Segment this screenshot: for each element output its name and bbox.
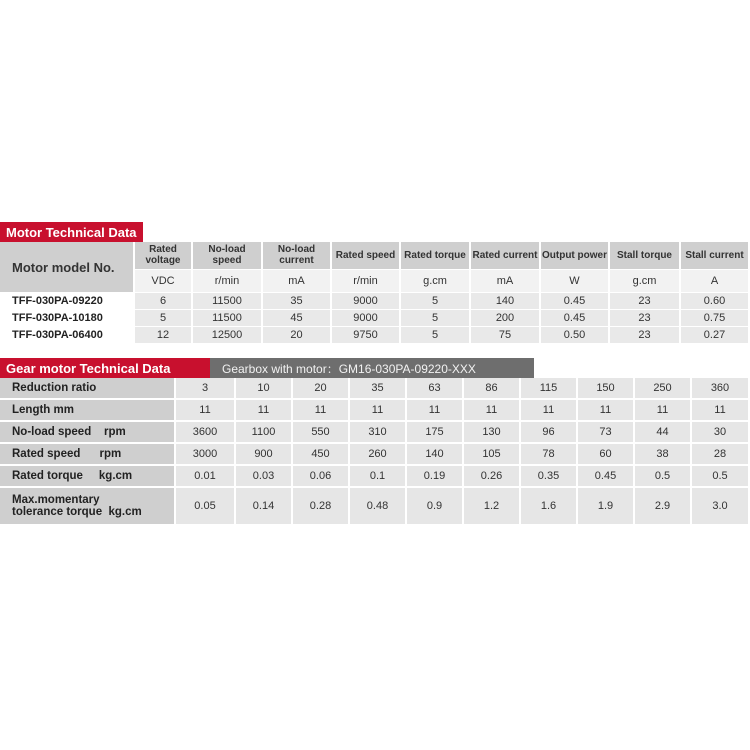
motor-value-cell: 11500 — [193, 309, 263, 326]
motor-col-header: Rated voltage — [135, 242, 193, 269]
gear-value-cell: 900 — [236, 444, 293, 466]
gear-value-cell: 11 — [407, 400, 464, 422]
gear-value-cell: 0.03 — [236, 466, 293, 488]
motor-value-cell: 0.60 — [681, 292, 750, 309]
motor-header-row — [0, 242, 750, 269]
gear-value-cell: 20 — [293, 378, 350, 400]
motor-technical-table — [0, 242, 750, 343]
motor-section-banner — [0, 222, 143, 242]
motor-value-cell: 12500 — [193, 326, 263, 343]
motor-unit-cell: mA — [471, 269, 541, 292]
motor-value-cell: 5 — [135, 309, 193, 326]
motor-data-row — [0, 292, 750, 309]
gear-value-cell: 3 — [176, 378, 236, 400]
gear-value-cell: 250 — [635, 378, 692, 400]
gear-technical-table — [0, 378, 750, 526]
gear-value-cell: 1100 — [236, 422, 293, 444]
gear-value-cell: 0.05 — [176, 488, 236, 526]
motor-col-header: Rated torque — [401, 242, 471, 269]
gear-value-cell: 1.6 — [521, 488, 578, 526]
gear-value-cell: 28 — [692, 444, 750, 466]
motor-value-cell: 0.45 — [541, 309, 610, 326]
gear-value-cell: 96 — [521, 422, 578, 444]
motor-value-cell: 9000 — [332, 309, 401, 326]
gear-row-no-load-speed — [0, 422, 750, 444]
gear-row-label: Rated torque kg.cm — [0, 466, 176, 488]
gear-value-cell: 11 — [236, 400, 293, 422]
gear-value-cell: 0.35 — [521, 466, 578, 488]
gear-value-cell: 360 — [692, 378, 750, 400]
gear-value-cell: 3000 — [176, 444, 236, 466]
gear-row-length — [0, 400, 750, 422]
motor-value-cell: 35 — [263, 292, 332, 309]
motor-col-header: Stall current — [681, 242, 750, 269]
motor-banner-title: Motor Technical Data — [0, 222, 143, 242]
gear-value-cell: 0.06 — [293, 466, 350, 488]
gear-value-cell: 0.28 — [293, 488, 350, 526]
gear-value-cell: 11 — [293, 400, 350, 422]
gear-value-cell: 1.9 — [578, 488, 635, 526]
gearbox-note: Gearbox with motor：GM16-030PA-09220-XXX — [210, 358, 534, 378]
motor-unit-cell: VDC — [135, 269, 193, 292]
gear-value-cell: 0.1 — [350, 466, 407, 488]
motor-value-cell: 75 — [471, 326, 541, 343]
gear-value-cell: 140 — [407, 444, 464, 466]
motor-unit-cell: r/min — [193, 269, 263, 292]
gear-value-cell: 310 — [350, 422, 407, 444]
motor-unit-cell: A — [681, 269, 750, 292]
gear-value-cell: 0.9 — [407, 488, 464, 526]
gear-row-label — [0, 488, 176, 526]
motor-col-header: Output power — [541, 242, 610, 269]
gear-value-cell: 63 — [407, 378, 464, 400]
gear-value-cell: 115 — [521, 378, 578, 400]
motor-value-cell: 20 — [263, 326, 332, 343]
motor-value-cell: 140 — [471, 292, 541, 309]
gear-value-cell: 260 — [350, 444, 407, 466]
gear-row-label: Rated speed rpm — [0, 444, 176, 466]
motor-value-cell: 0.50 — [541, 326, 610, 343]
gear-value-cell: 0.14 — [236, 488, 293, 526]
gear-value-cell: 11 — [521, 400, 578, 422]
gear-value-cell: 11 — [176, 400, 236, 422]
gear-value-cell: 2.9 — [635, 488, 692, 526]
gear-value-cell: 175 — [407, 422, 464, 444]
motor-col-header: No-load current — [263, 242, 332, 269]
motor-value-cell: 0.27 — [681, 326, 750, 343]
motor-unit-cell: W — [541, 269, 610, 292]
motor-value-cell: 45 — [263, 309, 332, 326]
motor-value-cell: 11500 — [193, 292, 263, 309]
gear-value-cell: 35 — [350, 378, 407, 400]
motor-value-cell: 5 — [401, 292, 471, 309]
motor-unit-cell: r/min — [332, 269, 401, 292]
gear-value-cell: 86 — [464, 378, 521, 400]
gear-row-label: No-load speed rpm — [0, 422, 176, 444]
gear-row-label: Length mm — [0, 400, 176, 422]
gear-row-label: Reduction ratio — [0, 378, 176, 400]
motor-value-cell: 9000 — [332, 292, 401, 309]
motor-col-header: Rated speed — [332, 242, 401, 269]
gear-value-cell: 10 — [236, 378, 293, 400]
motor-data-row — [0, 309, 750, 326]
motor-col-header: Rated current — [471, 242, 541, 269]
motor-unit-cell: g.cm — [401, 269, 471, 292]
gear-value-cell: 44 — [635, 422, 692, 444]
gear-value-cell: 0.5 — [692, 466, 750, 488]
gear-value-cell: 450 — [293, 444, 350, 466]
motor-value-cell: 9750 — [332, 326, 401, 343]
motor-unit-cell: mA — [263, 269, 332, 292]
gear-value-cell: 130 — [464, 422, 521, 444]
gear-value-cell: 11 — [635, 400, 692, 422]
motor-value-cell: 12 — [135, 326, 193, 343]
gear-value-cell: 1.2 — [464, 488, 521, 526]
gear-value-cell: 0.5 — [635, 466, 692, 488]
gear-banner-title: Gear motor Technical Data — [0, 358, 210, 378]
gear-value-cell: 0.48 — [350, 488, 407, 526]
motor-col-header: No-load speed — [193, 242, 263, 269]
gear-value-cell: 3600 — [176, 422, 236, 444]
motor-value-cell: 200 — [471, 309, 541, 326]
motor-col-header: Stall torque — [610, 242, 681, 269]
gear-value-cell: 550 — [293, 422, 350, 444]
gear-row-rated-speed — [0, 444, 750, 466]
motor-value-cell: 0.45 — [541, 292, 610, 309]
motor-value-cell: 23 — [610, 326, 681, 343]
gear-section-banner — [0, 358, 534, 378]
gear-value-cell: 11 — [350, 400, 407, 422]
gear-value-cell: 0.26 — [464, 466, 521, 488]
gear-value-cell: 73 — [578, 422, 635, 444]
gear-row-rated-torque — [0, 466, 750, 488]
gear-value-cell: 11 — [464, 400, 521, 422]
gear-value-cell: 0.19 — [407, 466, 464, 488]
gear-row-reduction-ratio — [0, 378, 750, 400]
motor-model-header: Motor model No. — [0, 242, 135, 292]
motor-value-cell: 23 — [610, 292, 681, 309]
gear-value-cell: 30 — [692, 422, 750, 444]
gear-value-cell: 105 — [464, 444, 521, 466]
motor-value-cell: 23 — [610, 309, 681, 326]
gear-value-cell: 11 — [578, 400, 635, 422]
gear-row-label-line: Max.momentary — [12, 494, 100, 506]
motor-model-name: TFF-030PA-10180 — [0, 309, 135, 326]
gear-value-cell: 60 — [578, 444, 635, 466]
motor-value-cell: 5 — [401, 326, 471, 343]
gear-value-cell: 38 — [635, 444, 692, 466]
motor-value-cell: 6 — [135, 292, 193, 309]
gear-value-cell: 11 — [692, 400, 750, 422]
motor-unit-cell: g.cm — [610, 269, 681, 292]
gear-row-label-line: tolerance torque kg.cm — [12, 506, 142, 518]
gear-value-cell: 3.0 — [692, 488, 750, 526]
gear-value-cell: 78 — [521, 444, 578, 466]
motor-model-name: TFF-030PA-06400 — [0, 326, 135, 343]
gear-value-cell: 0.45 — [578, 466, 635, 488]
gear-value-cell: 150 — [578, 378, 635, 400]
gear-value-cell: 0.01 — [176, 466, 236, 488]
motor-value-cell: 5 — [401, 309, 471, 326]
motor-data-row — [0, 326, 750, 343]
motor-value-cell: 0.75 — [681, 309, 750, 326]
gear-row-max-momentary-torque — [0, 488, 750, 526]
motor-model-name: TFF-030PA-09220 — [0, 292, 135, 309]
